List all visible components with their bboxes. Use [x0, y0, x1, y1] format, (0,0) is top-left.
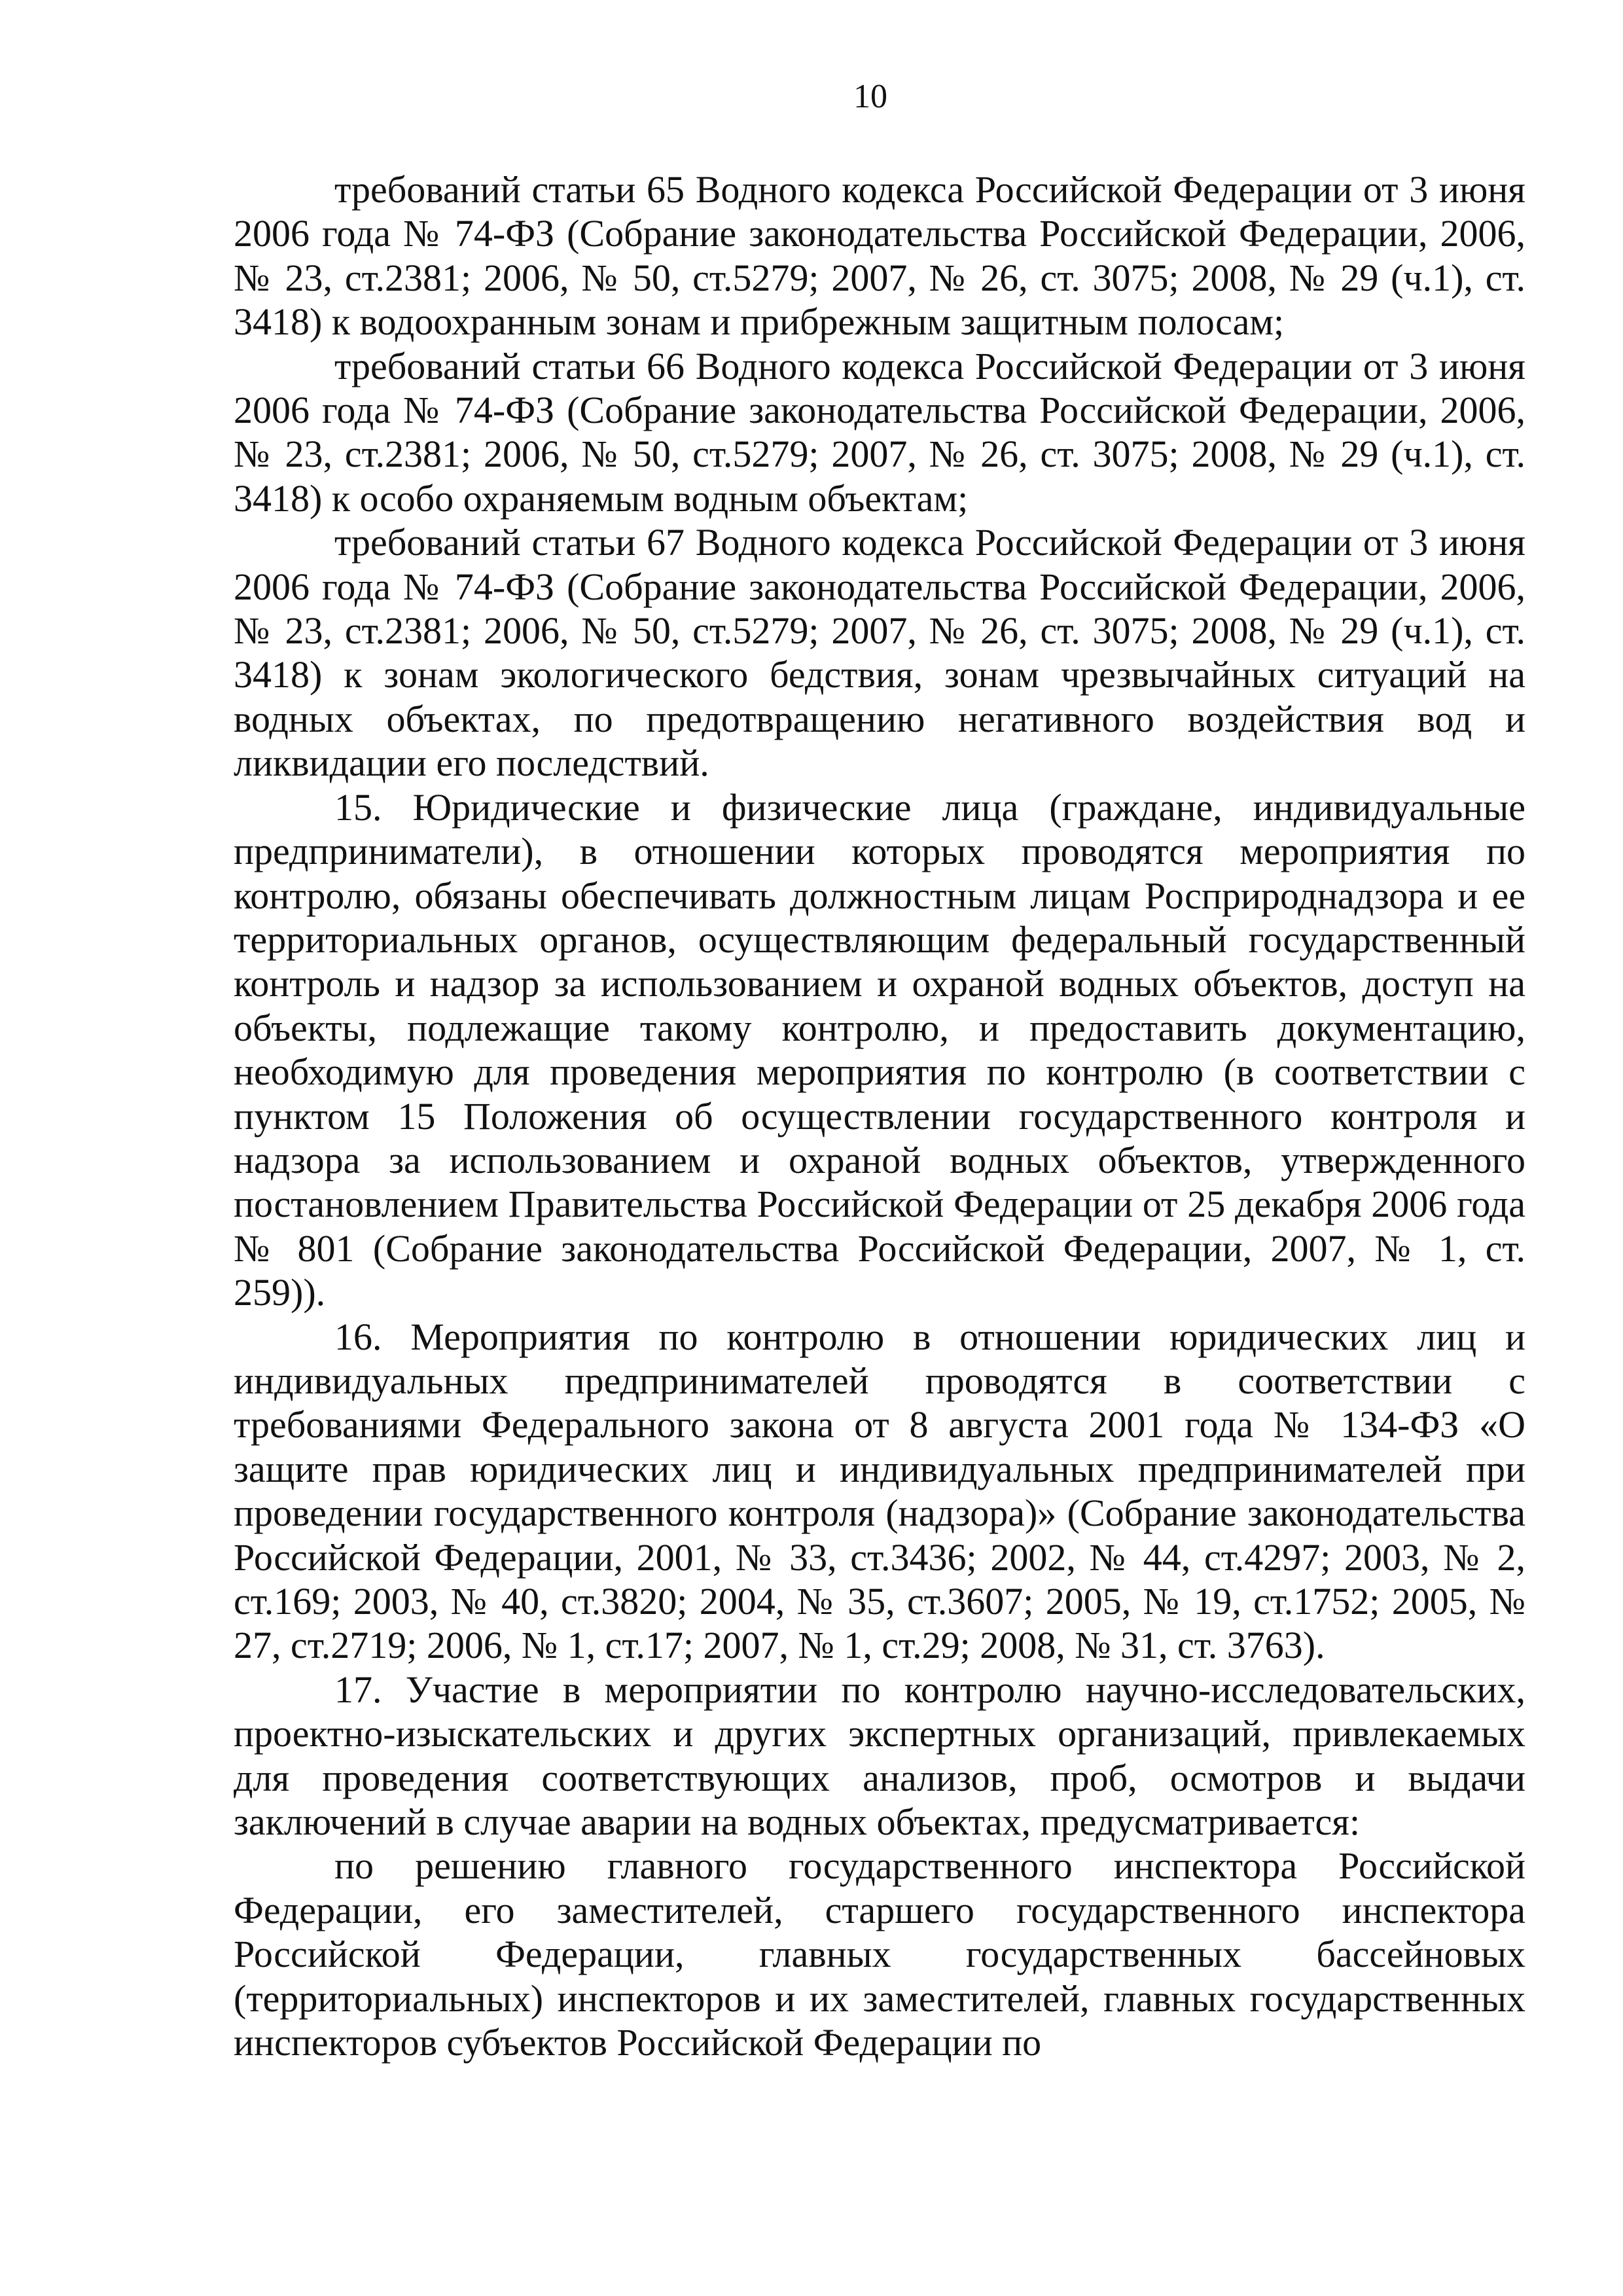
paragraph-article-66: требований статьи 66 Водного кодекса Российской Федерации от 3 июня 2006 года № 74-ФЗ (Собрание законодательства Российской Федерации, 2006, № 23, ст.2381; 2006, № 50, ст.5279; 2007, № 26, ст. 3075; 2008, № 29 (ч.1), ст. 3418) к особо охраняемым водным объектам;	[234, 344, 1525, 520]
paragraph-item-17-decision: по решению главного государственного инспектора Российской Федерации, его заместителей, старшего государственного инспектора Российской Федерации, главных государственных бассейновых (территориальных) инспекторов и их заместителей, главных государственных инспекторов субъектов Российской Федерации по	[234, 1844, 1525, 2064]
page-number: 10	[853, 78, 887, 115]
paragraph-item-15: 15. Юридические и физические лица (граждане, индивидуальные предприниматели), в отношении которых проводятся мероприятия по контролю, обязаны обеспечивать должностным лицам Росприроднадзора и ее территориальных органов, осуществляющим федеральный государственный контроль и надзор за использованием и охраной водных объектов, доступ на объекты, подлежащие такому контролю, и предоставить документацию, необходимую для проведения мероприятия по контролю (в соответствии с пунктом 15 Положения об осуществлении государственного контроля и надзора за использованием и охраной водных объектов, утвержденного постановлением Правительства Российской Федерации от 25 декабря 2006 года № 801 (Собрание законодательства Российской Федерации, 2007, № 1, ст. 259)).	[234, 785, 1525, 1314]
document-body	[234, 168, 1525, 2064]
paragraph-article-67: требований статьи 67 Водного кодекса Российской Федерации от 3 июня 2006 года № 74-ФЗ (Собрание законодательства Российской Федерации, 2006, № 23, ст.2381; 2006, № 50, ст.5279; 2007, № 26, ст. 3075; 2008, № 29 (ч.1), ст. 3418) к зонам экологического бедствия, зонам чрезвычайных ситуаций на водных объектах, по предотвращению негативного воздействия вод и ликвидации его последствий.	[234, 521, 1525, 785]
paragraph-article-65: требований статьи 65 Водного кодекса Российской Федерации от 3 июня 2006 года № 74-ФЗ (Собрание законодательства Российской Федерации, 2006, № 23, ст.2381; 2006, № 50, ст.5279; 2007, № 26, ст. 3075; 2008, № 29 (ч.1), ст. 3418) к водоохранным зонам и прибрежным защитным полосам;	[234, 168, 1525, 344]
paragraph-item-17: 17. Участие в мероприятии по контролю научно-исследовательских, проектно-изыскательских и других экспертных организаций, привлекаемых для проведения соответствующих анализов, проб, осмотров и выдачи заключений в случае аварии на водных объектах, предусматривается:	[234, 1668, 1525, 1844]
paragraph-item-16: 16. Мероприятия по контролю в отношении юридических лиц и индивидуальных предпринимателей проводятся в соответствии с требованиями Федерального закона от 8 августа 2001 года № 134-ФЗ «О защите прав юридических лиц и индивидуальных предпринимателей при проведении государственного контроля (надзора)» (Собрание законодательства Российской Федерации, 2001, № 33, ст.3436; 2002, № 44, ст.4297; 2003, № 2, ст.169; 2003, № 40, ст.3820; 2004, № 35, ст.3607; 2005, № 19, ст.1752; 2005, № 27, ст.2719; 2006, № 1, ст.17; 2007, № 1, ст.29; 2008, № 31, ст. 3763).	[234, 1315, 1525, 1667]
